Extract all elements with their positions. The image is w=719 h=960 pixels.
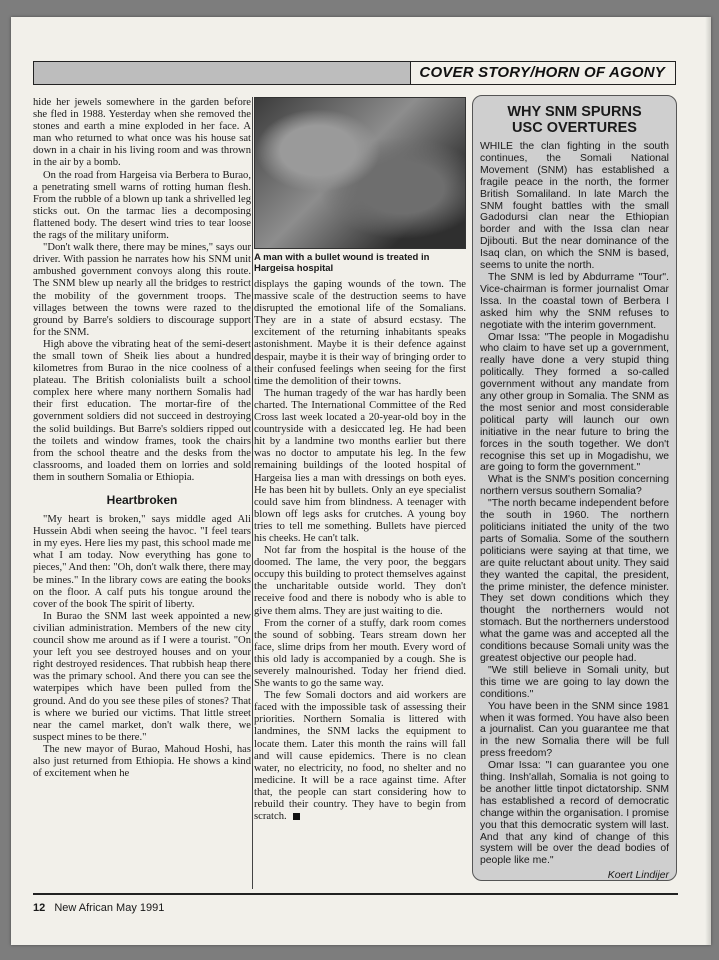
- photo-caption: A man with a bullet wound is treated in Hargeisa hospital: [254, 252, 430, 274]
- sidebar-paragraph: WHILE the clan fighting in the south continues, the Somali National Movement (SNM) has established a fragile peace in the north, the former British Somaliland. In late March the SNM fought battles with the small Gadodursi clan near the Ethiopian border and with the Issa clan near Djibouti. But the near dominance of the Isaq clan, on which the SNM is based, seems to unite the north.: [480, 141, 669, 272]
- paragraph: From the corner of a stuffy, dark room comes the sound of sobbing. Tears stream down her face, slime drips from her mouth. Every word of this old lady is accompanied by a cough. She is severely malnourished. Today her friend died. She wants to go the same way.: [254, 617, 466, 690]
- paragraph: On the road from Hargeisa via Berbera to Burao, a penetrating smell warns of rotting human flesh. From the rubble of a blown up tank a shrivelled leg sticks out. On the tarmac lies a decomposing flattened body. The desert wind tries to tear loose the rags of the military uniform.: [33, 169, 251, 242]
- sidebar-box: [472, 95, 677, 881]
- paragraph: The new mayor of Burao, Mahoud Hoshi, has also just returned from Ethiopia. He shows a kind of excitement when he: [33, 743, 251, 780]
- sidebar-title-line-2: USC OVERTURES: [512, 119, 637, 136]
- sidebar-paragraph: Omar Issa: "I can guarantee you one thing. Insh'allah, Somalia is not going to be another little tinpot dictatorship. SNM has established a record of democratic change within the organisation. I promise you that this democratic system will last. And that any kind of change of this system will be over the dead bodies of people like me.": [480, 760, 669, 867]
- article-column-1: [33, 97, 251, 780]
- page-number: 12: [33, 902, 46, 914]
- paragraph: hide her jewels somewhere in the garden before she fled in 1988. Yesterday when she removed the stones and earth a mine exploded in her face. A man who returned to what once was his house sat down in a chair in his living room and was thrown in the air by a bomb.: [33, 97, 251, 169]
- paragraph: [254, 690, 466, 823]
- sidebar-title: [480, 105, 669, 136]
- page-edge-shadow: [705, 17, 711, 945]
- paragraph: The human tragedy of the war has hardly been charted. The International Committee of the Red Cross last week located a 20-year-old boy in the countryside with a desiccated leg. He had been hit by a landmine two months earlier but there was no doctor to amputate his leg. In the few remaining buildings of the looted hospital of Hargeisa lies a man with dressings on both eyes. He has been hit by bullets. Only an eye specialist could save him from blindness. A teenager with blown off legs asks for crutches. A young boy tries to tell me something. Bullets have pierced his cheeks. He can't talk.: [254, 387, 466, 544]
- publication-info: New African May 1991: [54, 902, 165, 914]
- page-footer: [33, 902, 164, 914]
- sidebar-title-line-1: WHY SNM SPURNS: [507, 104, 642, 120]
- sidebar-paragraph: What is the SNM's position concerning northern versus southern Somalia?: [480, 474, 669, 498]
- subheading: Heartbroken: [106, 493, 178, 507]
- end-mark: [293, 813, 300, 820]
- paragraph: Not far from the hospital is the house of the doomed. The lame, the very poor, the beggars occupy this building to protect themselves against the uncharitable outside world. They don't receive food and there is nobody who is able to give them alms. They are just waiting to die.: [254, 545, 466, 617]
- column-divider: [252, 97, 253, 889]
- sidebar-paragraph: The SNM is led by Abdurrame "Tour". Vice-chairman is former journalist Omar Issa. In the coastal town of Berbera I asked him why the SNM refuses to negotiate with the interim government.: [480, 271, 669, 331]
- magazine-page: [11, 17, 711, 945]
- paragraph: High above the vibrating heat of the semi-desert the small town of Sheik lies about a hundred kilometres from Burao in the nice coolness of a plateau. The British colonialists built a school complex here where many northern Somalis had their first education. The mortar-fire of the government soldiers did not succeed in destroying the solid buildings. But Barre's soldiers ripped out the toilets and window frames, took the chairs from the school theatre and the desks from the classrooms, and loaded them on lorries and sold them in southern Somalia or Ethiopia.: [33, 338, 251, 483]
- paragraph: displays the gaping wounds of the town. The massive scale of the destruction seems to have disrupted the emotional life of the Somalians. They are in a state of absurd ecstasy. The excitement of the returning inhabitants speaks astonishment. Maybe it is their defence against despair, maybe it is their way of bringing order to their confused feelings when seeing for the first time the demolition of their towns.: [254, 279, 466, 387]
- paragraph: In Burao the SNM last week appointed a new civilian administration. Members of the new city council show me around as if I were a tourist. "On your left you see destroyed houses and on your right destroyed residences. That rubbish heap there was the primary school. And there you can see the waterpipes which have been pulled from the ground. And do you see these piles of stones? That is where we buried our victims. That little street near the camel market, don't walk there, we suspect mines to be there.": [33, 610, 251, 743]
- sidebar-paragraph: "The north became independent before the south in 1960. The northern politicians initiated the unity of the two parts of Somalia. Some of the southern politicians were saying at that time, we are quite reluctant about unity. They said they wanted the capital, the president, the prime minister, the defence minister. They set down conditions which they thought the northerners would not stomach. But the northerners understood what the game was and accepted all the conditions because Somali unity was the greatest objective our people had.: [480, 498, 669, 664]
- article-column-2: [254, 97, 466, 823]
- byline: Koert Lindijer: [607, 870, 669, 882]
- section-header-bar: [33, 61, 676, 85]
- sidebar-paragraph: Omar Issa: "The people in Mogadishu who claim to have set up a government, really have done a very stupid thing politically. They formed a so-called government without any mandate from any other group in Somalia. The SNM as the most senior and most considerable political party will launch our own initiative in the near future to bring the forces in the south together. We don't recognise this set up in Mogadishu, we are going to form the government.": [480, 331, 669, 474]
- sidebar-paragraph: You have been in the SNM since 1981 when it was formed. You have also been a journalist. Can you guarantee me that in the new Somalia there will be full press freedom?: [480, 700, 669, 760]
- footer-rule: [33, 893, 678, 895]
- hospital-photo: [254, 97, 466, 249]
- paragraph: "Don't walk there, there may be mines," says our driver. With passion he narrates how his SNM unit ambushed government convoys along this route. The SNM blew up nearly all the bridges to restrict the mobility of the government troops. The villages between the towns were razed to the ground by Barre's soldiers to discourage support for the SNM.: [33, 242, 251, 338]
- sidebar-paragraph: "We still believe in Somali unity, but this time we are going to lay down the conditions.": [480, 664, 669, 700]
- section-title: COVER STORY/HORN OF AGONY: [410, 61, 675, 85]
- paragraph: "My heart is broken," says middle aged Ali Hussein Abdi when seeing the havoc. "I feel tears in my eyes. Here lies my past, this school made me what I am today. Now everything has gone to pieces," And then: "Oh, don't walk there, there may be mines." In the library cows are eating the books on the floor. A calf puts his tongue around the cover of the book The spirit of liberty.: [33, 514, 251, 610]
- paragraph-text: The few Somali doctors and aid workers are faced with the impossible task of assessing their priorities. Northern Somalia is littered with landmines, the SNM lacks the equipment to locate them. Later this month the rains will fall and will cause epidemics. There is no clean water, no electricity, no food, no shelter and no medicine. It will be a race against time. After that, the people can start considering how to rebuild their country. They have to begin from scratch.: [254, 690, 466, 823]
